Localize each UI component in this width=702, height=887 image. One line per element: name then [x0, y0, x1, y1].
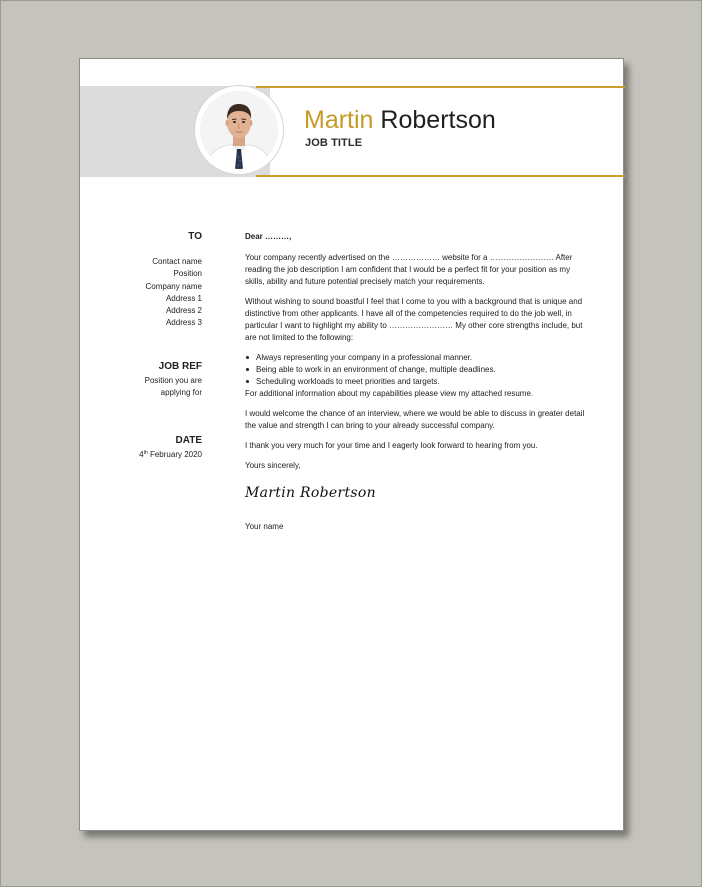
- recipient-address-3: Address 3: [165, 318, 202, 328]
- applicant-name: [304, 105, 496, 135]
- profile-photo: [200, 91, 278, 169]
- salutation: Dear ………,: [245, 232, 292, 241]
- recipient-address-2: Address 2: [165, 306, 202, 316]
- letter-body: [245, 231, 585, 541]
- letter-paragraph-1: Your company recently advertised on the ……………… website for a …………………… After reading the job description I am confident that I would be a perfect fit for your position as my skills, ability and future potential precisely match your requirements.: [245, 253, 573, 286]
- date-heading: DATE: [175, 435, 202, 446]
- strength-item: Being able to work in an environment of change, multiple deadlines.: [245, 364, 585, 376]
- header-top-rule: [256, 86, 625, 88]
- letter-paragraph-4: I thank you very much for your time and I eagerly look forward to hearing from you.: [245, 441, 538, 450]
- last-name: Robertson: [380, 106, 496, 134]
- recipient-company-name: Company name: [145, 281, 202, 291]
- recipient-address-1: Address 1: [165, 293, 202, 303]
- job-ref-line-2: applying for: [160, 388, 202, 398]
- handwritten-signature: Martin Robertson: [245, 485, 376, 501]
- profile-photo-frame: [194, 85, 284, 175]
- first-name: Martin: [304, 106, 374, 134]
- recipient-details: [146, 256, 202, 330]
- recipient-contact-name: Contact name: [152, 257, 202, 266]
- letter-paragraph-3: I would welcome the chance of an interview, where we would be able to discuss in greater detail the value and strength I can bring to your already successful company.: [245, 409, 585, 430]
- strengths-section: [245, 352, 585, 400]
- job-ref-line-1: Position you are: [144, 376, 202, 385]
- strength-item: Always representing your company in a professional manner.: [245, 352, 585, 364]
- signatory-name: Your name: [245, 522, 284, 531]
- profile-photo-image: [200, 91, 278, 169]
- to-heading: TO: [188, 231, 202, 242]
- strengths-list: [245, 352, 585, 388]
- cover-letter-page: [79, 58, 624, 831]
- job-title: JOB TITLE: [305, 137, 363, 149]
- additional-info-line: For additional information about my capabilities please view my attached resume.: [245, 389, 534, 398]
- strength-item: Scheduling workloads to meet priorities and targets.: [245, 376, 585, 388]
- letter-paragraph-2: Without wishing to sound boastful I feel that I come to you with a background that is unique and distinctive from other applicants. I have all of the competencies required to do the job well, in particular I want to highlight my ability to …………………… My other core strengths include, but are not limited to the following:: [245, 297, 583, 342]
- header-bottom-rule: [256, 175, 625, 177]
- date-suffix: th: [143, 450, 148, 456]
- date-month-year: February 2020: [149, 450, 202, 459]
- closing: Yours sincerely,: [245, 461, 301, 470]
- job-ref-heading: JOB REF: [158, 361, 202, 372]
- recipient-position: Position: [173, 269, 202, 279]
- letter-date: [139, 449, 202, 461]
- job-ref-details: [145, 375, 202, 400]
- date-day: 4: [139, 450, 144, 459]
